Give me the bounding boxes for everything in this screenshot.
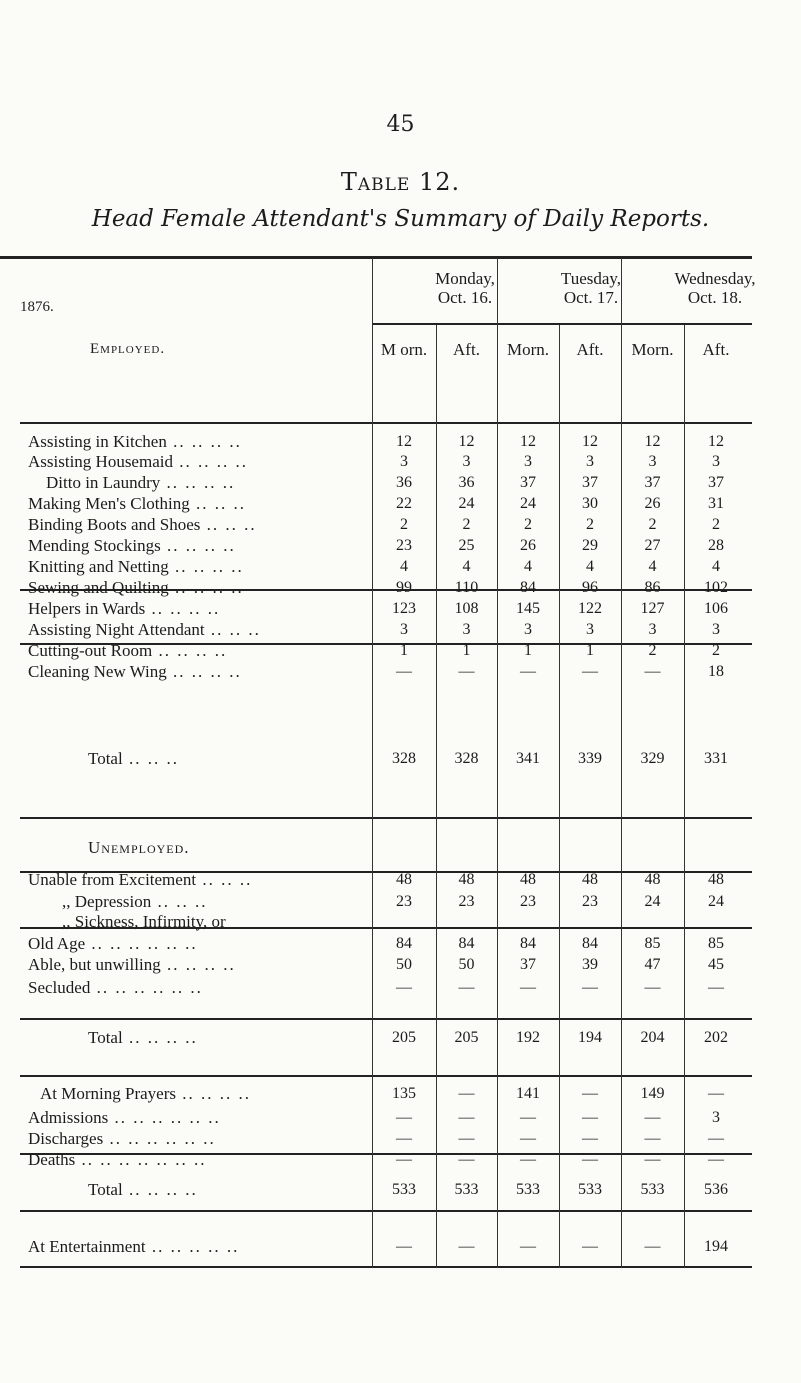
movement-row-value: — [644,1109,661,1126]
grand-total-value: 533 [516,1181,540,1198]
year-label: 1876. [20,299,54,315]
employed-row-value: 3 [462,453,471,470]
unemployed-row-value: 84 [458,935,475,952]
employed-row-value: 3 [712,621,720,638]
grand-total-value: 533 [578,1181,602,1198]
employed-row-value: 122 [578,600,602,617]
employed-row-label: Cutting-out Room .. .. .. .. [28,641,228,660]
movement-row-value: — [458,1130,475,1147]
unemployed-total-value: 202 [704,1029,728,1046]
unemployed-row-value: — [644,979,661,996]
movement-row-value: — [520,1151,536,1168]
entertainment-label: At Entertainment .. .. .. .. .. [28,1237,240,1256]
employed-row-value: 37 [582,474,598,491]
unemployed-row-value: 48 [458,871,475,888]
employed-row-label: Helpers in Wards .. .. .. .. [28,599,221,618]
unemployed-row-value: 48 [708,871,724,888]
entertainment-value: — [644,1238,661,1255]
unemployed-row-value: 48 [520,871,536,888]
unemployed-row-value: 24 [708,893,724,910]
employed-row-value: 1 [400,642,408,659]
employed-row-value: 106 [704,600,728,617]
employed-row-value: 27 [644,537,661,554]
employed-row-value: 84 [520,579,536,596]
movement-row-value: — [458,1109,475,1126]
employed-row-value: 2 [400,516,408,533]
unemployed-total-value: 205 [392,1029,416,1046]
movement-row-value: — [520,1109,536,1126]
employed-row-value: 1 [524,642,532,659]
employed-row-value: 12 [396,433,412,450]
day-header-tuesday: Tuesday, Oct. 17. [560,269,622,307]
employed-row-value: 3 [524,453,532,470]
employed-row-value: 24 [520,495,536,512]
employed-total-value: 331 [704,750,728,767]
unemployed-total-value: 194 [578,1029,602,1046]
period-header-6: Aft. [702,340,730,359]
unemployed-row-value: — [708,979,724,996]
movement-row-value: — [396,1130,412,1147]
employed-row-value: 3 [712,453,720,470]
employed-row-value: — [396,663,412,680]
employed-row-value: 31 [708,495,724,512]
employed-row-value: 2 [712,516,720,533]
unemployed-row-value: 48 [582,871,598,888]
grand-total-value: 533 [392,1181,416,1198]
entertainment-value: — [582,1238,598,1255]
table-rule [20,1018,752,1020]
unemployed-row-value: 48 [396,871,412,888]
unemployed-row-label: ,, Depression .. .. .. [62,892,208,911]
entertainment-value: 194 [704,1238,728,1255]
movement-row-label: Deaths .. .. .. .. .. .. .. [28,1150,207,1169]
employed-row-label: Assisting in Kitchen .. .. .. .. [28,432,242,451]
movement-row-value: — [708,1151,724,1168]
unemployed-total-value: 192 [516,1029,540,1046]
movement-row-label: Discharges .. .. .. .. .. .. [28,1129,216,1148]
employed-row-label: Assisting Housemaid .. .. .. .. [28,452,248,471]
employed-row-value: — [458,663,475,680]
entertainment-value: — [458,1238,475,1255]
movement-row-value: — [396,1109,412,1126]
table-rule [0,256,752,259]
day-header-wednesday: Wednesday, Oct. 18. [674,269,756,307]
employed-row-value: 37 [520,474,536,491]
employed-row-value: 108 [454,600,479,617]
period-header-1: M orn. [380,340,428,359]
employed-row-value: — [644,663,661,680]
employed-row-value: 2 [586,516,594,533]
employed-row-value: 3 [400,453,408,470]
unemployed-row-label: Old Age .. .. .. .. .. .. [28,934,198,953]
unemployed-header: Unemployed. [88,838,190,857]
employed-row-value: 37 [708,474,724,491]
table-rule [20,817,752,819]
employed-row-label: Making Men's Clothing .. .. .. [28,494,246,513]
employed-row-value: 30 [582,495,598,512]
employed-total-value: 328 [454,750,479,767]
unemployed-row-value: 23 [582,893,598,910]
unemployed-row-value: 50 [458,956,475,973]
unemployed-row-value: — [520,979,536,996]
employed-row-value: 4 [400,558,408,575]
table-title: Table 12. [340,168,461,196]
grand-total-value: 533 [640,1181,665,1198]
movement-row-value: — [708,1130,724,1147]
employed-total-label: Total .. .. .. [88,749,179,768]
day-header-monday: Monday, Oct. 16. [435,269,495,307]
unemployed-total-value: 205 [454,1029,479,1046]
employed-row-label: Sewing and Quilting .. .. .. .. [28,578,244,597]
employed-row-value: 12 [708,433,724,450]
prayers-value: — [582,1085,598,1102]
prayers-value: 135 [392,1085,416,1102]
unemployed-row-value: 84 [396,935,412,952]
table-subtitle: Head Female Attendant's Summary of Daily Reports. [91,206,710,232]
employed-row-label: Knitting and Netting .. .. .. .. [28,557,244,576]
employed-total-value: 339 [578,750,602,767]
employed-row-label: Binding Boots and Shoes .. .. .. [28,515,257,534]
prayers-value: — [708,1085,724,1102]
employed-row-value: 4 [586,558,594,575]
unemployed-row-value: — [582,979,598,996]
employed-row-value: 2 [462,516,471,533]
employed-row-value: 1 [462,642,471,659]
employed-row-value: 2 [648,642,657,659]
employed-row-value: 2 [524,516,532,533]
employed-row-value: 99 [396,579,412,596]
table-rule [20,1075,752,1077]
movement-row-value: — [458,1151,475,1168]
unemployed-row-value: — [396,979,412,996]
movement-row-value: — [582,1109,598,1126]
grand-total-value: 533 [454,1181,479,1198]
unemployed-row-value: 23 [458,893,475,910]
employed-row-label: Mending Stockings .. .. .. .. [28,536,236,555]
unemployed-row-label: Unable from Excitement .. .. .. [28,870,253,889]
period-header-4: Aft. [576,340,604,359]
unemployed-row-value: 84 [582,935,598,952]
employed-row-value: 3 [524,621,532,638]
employed-row-value: 24 [458,495,475,512]
prayers-value: — [458,1085,475,1102]
entertainment-value: — [520,1238,536,1255]
unemployed-row-value: 37 [520,956,536,973]
unemployed-row-value: 48 [644,871,661,888]
employed-row-value: 1 [586,642,594,659]
unemployed-total-value: 204 [640,1029,665,1046]
period-header-3: Morn. [506,340,550,359]
movement-row-value: — [396,1151,412,1168]
prayers-value: 141 [516,1085,540,1102]
movement-row-value: 3 [712,1109,720,1126]
employed-row-value: 2 [712,642,720,659]
employed-row-value: 12 [644,433,661,450]
employed-row-value: 22 [396,495,412,512]
employed-row-value: 4 [524,558,532,575]
employed-row-value: 18 [708,663,724,680]
employed-row-value: 145 [516,600,540,617]
employed-row-value: 3 [586,453,594,470]
employed-row-value: 102 [704,579,728,596]
employed-row-value: 37 [644,474,661,491]
employed-row-value: — [582,663,598,680]
employed-row-value: 25 [458,537,475,554]
employed-row-value: 86 [644,579,661,596]
employed-row-value: 12 [520,433,536,450]
employed-row-label: Assisting Night Attendant .. .. .. [28,620,261,639]
unemployed-row-value: 85 [644,935,661,952]
table-rule [373,323,752,325]
unemployed-row-value: 50 [396,956,412,973]
employed-row-value: 26 [520,537,536,554]
movement-row-label: Admissions .. .. .. .. .. .. [28,1108,221,1127]
movement-row-value: — [644,1130,661,1147]
employed-row-value: 12 [458,433,475,450]
unemployed-row-value: 85 [708,935,724,952]
movement-row-value: — [520,1130,536,1147]
employed-row-value: 26 [644,495,661,512]
employed-row-value: 123 [392,600,416,617]
grand-total-label: Total .. .. .. .. [88,1180,198,1199]
page-number: 45 [386,112,415,137]
grand-total-value: 536 [704,1181,728,1198]
employed-row-value: 28 [708,537,724,554]
employed-row-value: 29 [582,537,598,554]
employed-row-value: 36 [458,474,475,491]
employed-row-value: 3 [648,453,657,470]
prayers-value: 149 [640,1085,665,1102]
table-rule [20,1266,752,1268]
employed-row-value: 3 [400,621,408,638]
employed-row-value: 3 [586,621,594,638]
employed-row-value: 96 [582,579,598,596]
unemployed-row-label: ,, Sickness, Infirmity, or [62,912,226,931]
employed-header: Employed. [90,341,166,357]
employed-total-value: 329 [640,750,665,767]
unemployed-row-value: 45 [708,956,724,973]
movement-row-value: — [582,1130,598,1147]
movement-row-value: — [644,1151,661,1168]
entertainment-value: — [396,1238,412,1255]
unemployed-row-value: 24 [644,893,661,910]
employed-row-value: 4 [462,558,471,575]
employed-row-value: 4 [712,558,720,575]
table-rule [20,1210,752,1212]
unemployed-row-value: — [458,979,475,996]
unemployed-row-label: Able, but unwilling .. .. .. .. [28,955,236,974]
unemployed-row-label: Secluded .. .. .. .. .. .. [28,978,203,997]
unemployed-row-value: 23 [396,893,412,910]
employed-row-value: — [520,663,536,680]
movement-row-value: — [582,1151,598,1168]
employed-row-value: 3 [648,621,657,638]
employed-row-value: 36 [396,474,412,491]
employed-total-value: 341 [516,750,540,767]
unemployed-row-value: 84 [520,935,536,952]
unemployed-row-value: 23 [520,893,536,910]
employed-row-value: 12 [582,433,598,450]
unemployed-row-value: 39 [582,956,598,973]
employed-row-value: 127 [640,600,665,617]
employed-row-value: 110 [454,579,479,596]
period-header-2: Aft. [453,340,480,359]
employed-total-value: 328 [392,750,416,767]
prayers-label: At Morning Prayers .. .. .. .. [40,1084,251,1103]
employed-row-value: 4 [648,558,657,575]
employed-row-value: 2 [648,516,657,533]
unemployed-row-value: 47 [644,956,661,973]
employed-row-label: Cleaning New Wing .. .. .. .. [28,662,242,681]
employed-row-value: 3 [462,621,471,638]
employed-row-label: Ditto in Laundry .. .. .. .. [46,473,236,492]
period-header-5: Morn. [631,340,674,359]
table-rule [20,422,752,424]
employed-row-value: 23 [396,537,412,554]
unemployed-total-label: Total .. .. .. .. [88,1028,198,1047]
